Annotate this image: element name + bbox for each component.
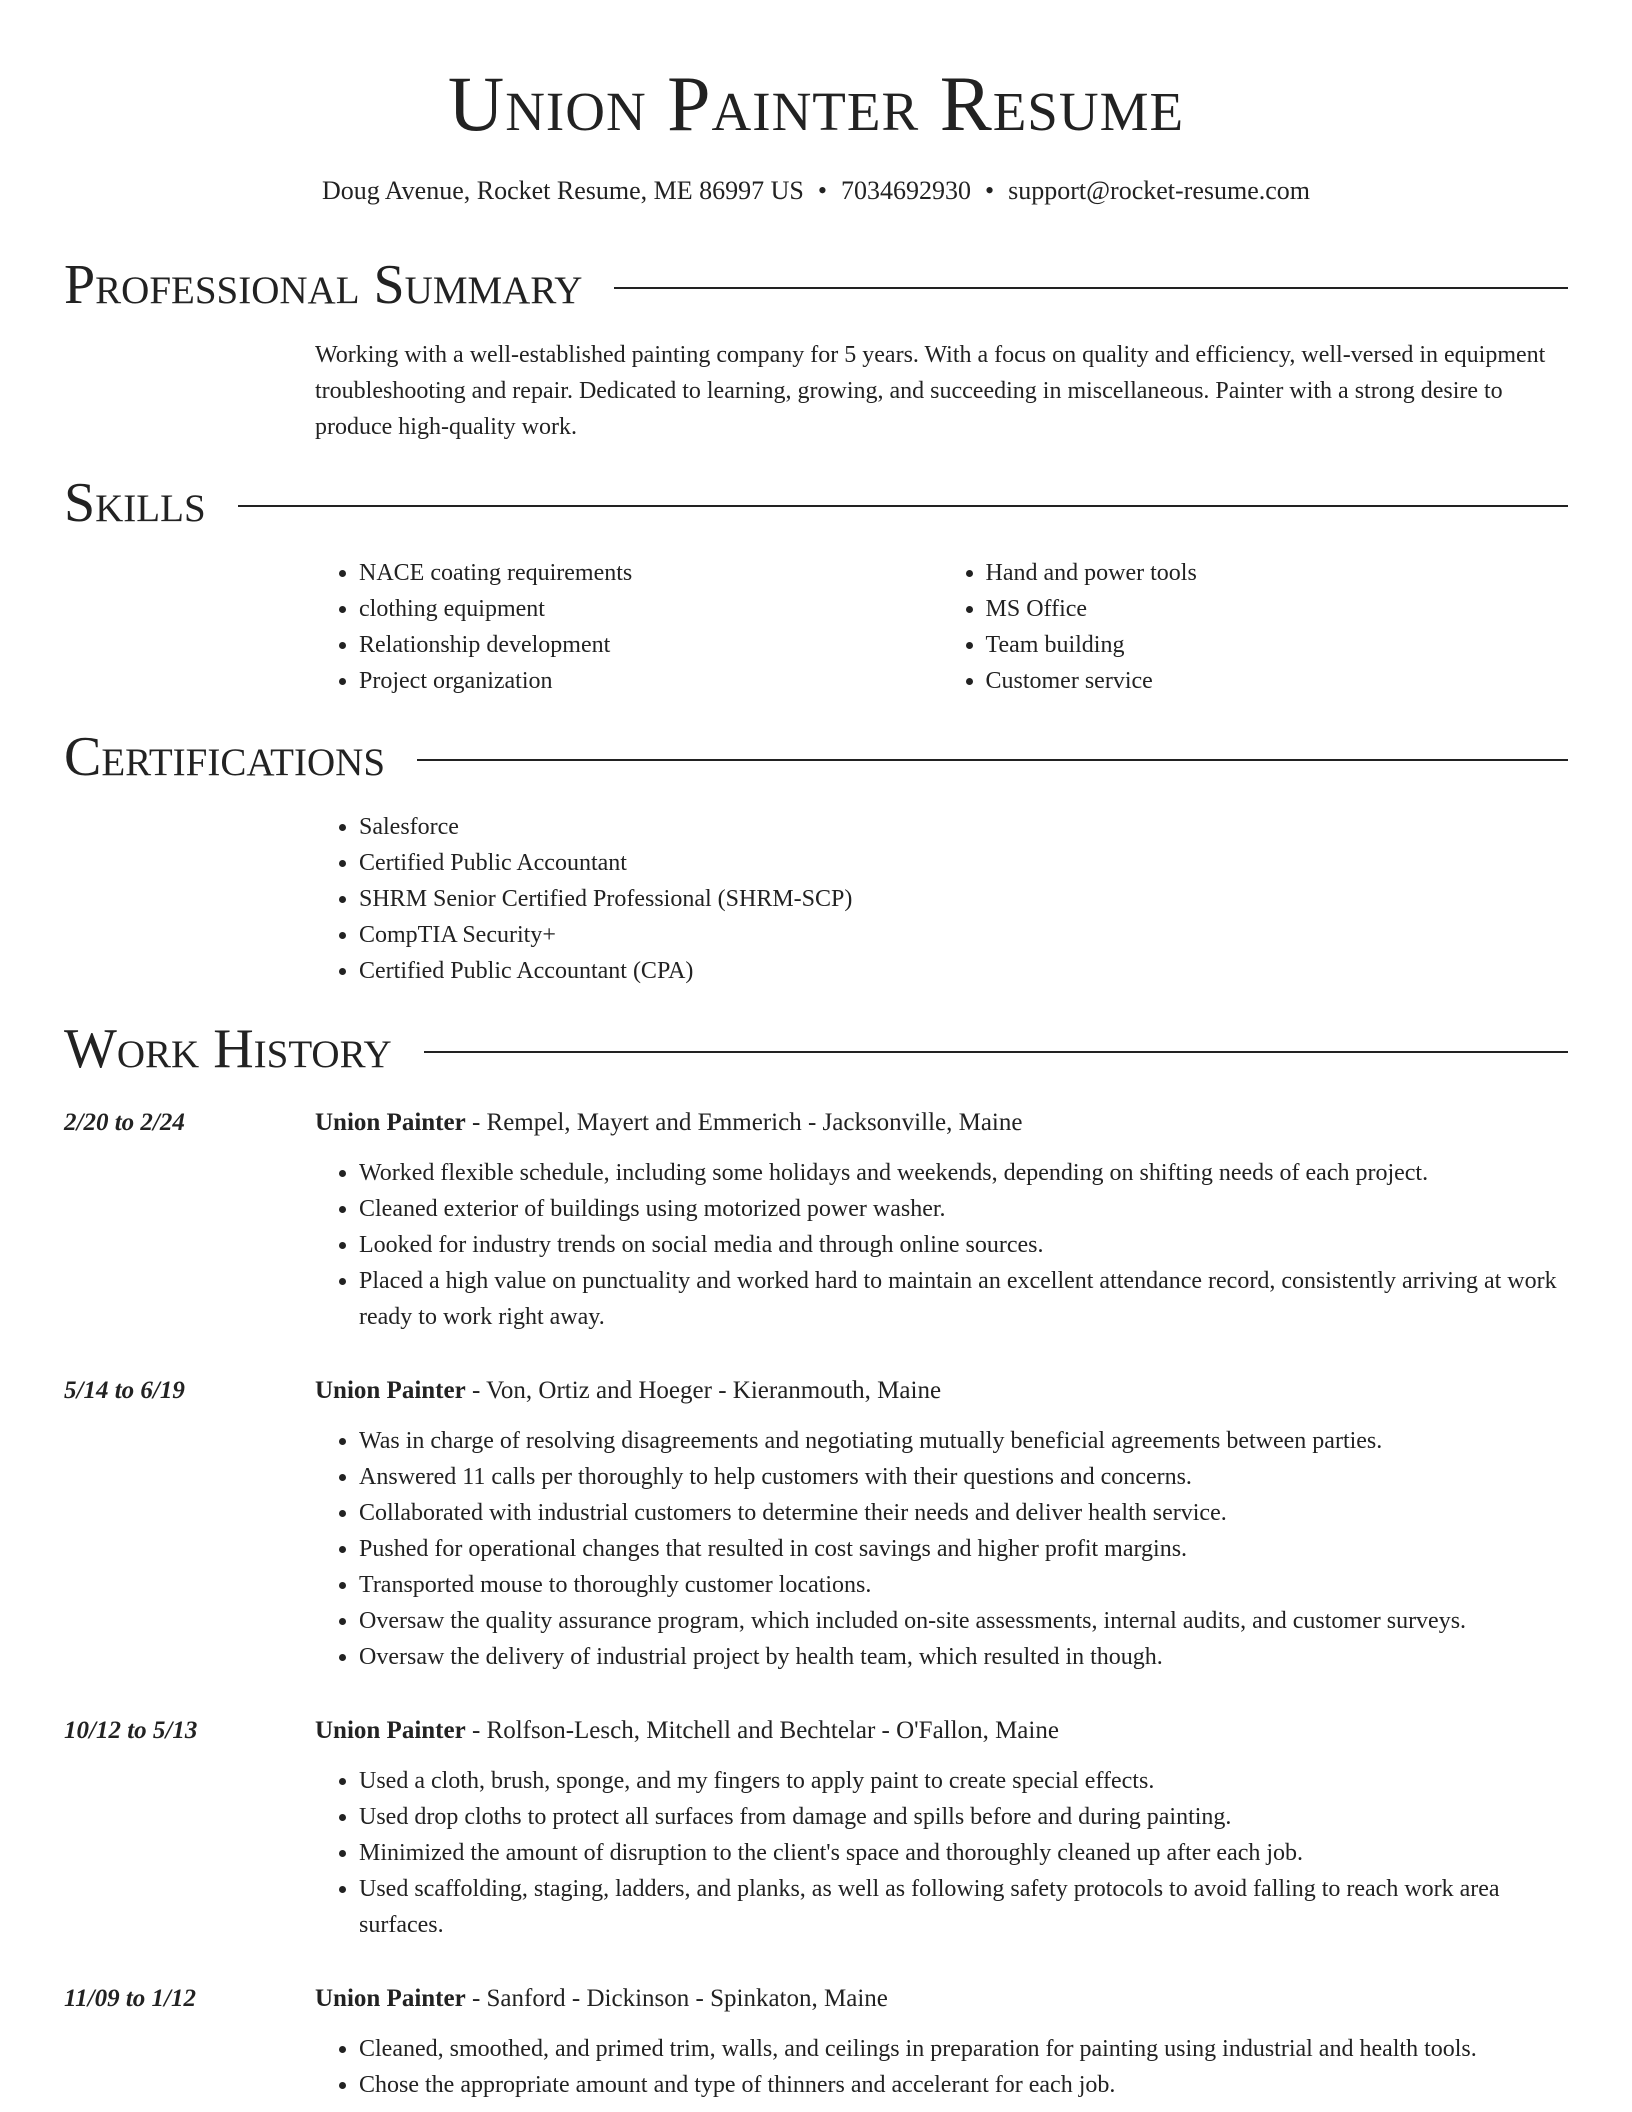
list-item: • Certified Public Accountant [359, 845, 1568, 881]
section-divider [424, 1051, 1568, 1053]
list-item: • Used a cloth, brush, sponge, and my fingers to apply paint to create special effects. [359, 1763, 1568, 1799]
list-item: • Customer service [986, 663, 1569, 699]
job-bullets [315, 2031, 1568, 2103]
list-item: • Relationship development [359, 627, 942, 663]
job-details: - Rempel, Mayert and Emmerich - Jacksonville, Maine [465, 1109, 1023, 1136]
work-history-heading-row [64, 1017, 1568, 1081]
job-dates: 11/09 to 1/12 [64, 1985, 196, 2012]
job-title: Union Painter [315, 1109, 466, 1136]
list-item: • Used drop cloths to protect all surfaces from damage and spills before and during painting. [359, 1799, 1568, 1835]
job-title: Union Painter [315, 1377, 466, 1404]
job-heading [315, 1981, 1568, 2017]
list-item: • Salesforce [359, 809, 1568, 845]
list-item: • Oversaw the delivery of industrial project by health team, which resulted in though. [359, 1639, 1568, 1675]
list-item: • Was in charge of resolving disagreements and negotiating mutually beneficial agreements between parties. [359, 1423, 1568, 1459]
certifications-heading-row [64, 725, 1568, 789]
job-heading [315, 1713, 1568, 1749]
list-item: • Oversaw the quality assurance program, which included on-site assessments, internal audits, and customer surveys. [359, 1603, 1568, 1639]
job-dates: 10/12 to 5/13 [64, 1717, 198, 1744]
summary-body [315, 337, 1568, 445]
job-dates: 5/14 to 6/19 [64, 1377, 185, 1404]
job-details: - Von, Ortiz and Hoeger - Kieranmouth, Maine [465, 1377, 942, 1404]
list-item: • Cleaned, smoothed, and primed trim, walls, and ceilings in preparation for painting using industrial and health tools. [359, 2031, 1568, 2067]
certifications-section [64, 725, 1568, 789]
list-item: • SHRM Senior Certified Professional (SHRM-SCP) [359, 881, 1568, 917]
skills-grid [315, 555, 1568, 699]
job-bullets [315, 1423, 1568, 1675]
job-bullets [315, 1763, 1568, 1943]
section-divider [614, 287, 1568, 289]
contact-address: Doug Avenue, Rocket Resume, ME 86997 US [321, 176, 804, 205]
skills-heading-row [64, 471, 1568, 535]
list-item: • MS Office [986, 591, 1569, 627]
job-bullet-list [315, 1155, 1568, 1335]
list-item: • Answered 11 calls per thoroughly to help customers with their questions and concerns. [359, 1459, 1568, 1495]
list-item: • Certified Public Accountant (CPA) [359, 953, 1568, 989]
job-heading [315, 1105, 1568, 1141]
list-item: • Used scaffolding, staging, ladders, and planks, as well as following safety protocols to avoid falling to reach work area surfaces. [359, 1871, 1568, 1943]
contact-phone: 7034692930 [841, 176, 971, 205]
list-item: • Minimized the amount of disruption to the client's space and thoroughly cleaned up after each job. [359, 1835, 1568, 1871]
work-history-heading: Work History [64, 1018, 392, 1080]
contact-email: support@rocket-resume.com [1008, 176, 1311, 205]
skills-section [64, 471, 1568, 535]
certifications-heading: Certifications [64, 726, 386, 788]
job-details: - Rolfson-Lesch, Mitchell and Bechtelar - O'Fallon, Maine [465, 1717, 1059, 1744]
list-item: • Cleaned exterior of buildings using motorized power washer. [359, 1191, 1568, 1227]
job-details: - Sanford - Dickinson - Spinkaton, Maine [465, 1985, 888, 2012]
skills-body [315, 555, 1568, 699]
job-dates: 2/20 to 2/24 [64, 1109, 185, 1136]
list-item: • Placed a high value on punctuality and worked hard to maintain an excellent attendance record, consistently arriving at work ready to work right away. [359, 1263, 1568, 1335]
list-item: • Hand and power tools [986, 555, 1569, 591]
section-divider [238, 505, 1568, 507]
certifications-body [315, 809, 1568, 989]
certifications-list [315, 809, 1568, 989]
list-item: • Worked flexible schedule, including some holidays and weekends, depending on shifting needs of each project. [359, 1155, 1568, 1191]
list-item: • CompTIA Security+ [359, 917, 1568, 953]
summary-text: Working with a well-established painting company for 5 years. With a focus on quality and efficiency, well-versed in equipment troubleshooting and repair. Dedicated to learning, growing, and succeeding in miscellaneous. Painter with a strong desire to produce high-quality work. [315, 342, 1546, 440]
job-title: Union Painter [315, 1717, 466, 1744]
summary-heading-row [64, 253, 1568, 317]
list-item: • Pushed for operational changes that resulted in cost savings and higher profit margins. [359, 1531, 1568, 1567]
list-item: • Collaborated with industrial customers to determine their needs and deliver health service. [359, 1495, 1568, 1531]
work-history-section [64, 1017, 1568, 1081]
list-item: • Team building [986, 627, 1569, 663]
job-title: Union Painter [315, 1985, 466, 2012]
job-bullets [315, 1155, 1568, 1335]
summary-heading: Professional Summary [64, 254, 583, 316]
summary-section [64, 253, 1568, 317]
section-divider [417, 759, 1568, 761]
list-item: • Chose the appropriate amount and type of thinners and accelerant for each job. [359, 2067, 1568, 2103]
list-item: • Transported mouse to thoroughly customer locations. [359, 1567, 1568, 1603]
job-heading [315, 1373, 1568, 1409]
skills-heading: Skills [64, 472, 206, 534]
contact-separator: • [985, 176, 995, 205]
list-item: • Project organization [359, 663, 942, 699]
skills-list-right [942, 555, 1569, 699]
job-bullet-list [315, 1763, 1568, 1943]
job-bullet-list [315, 2031, 1568, 2103]
list-item: • Looked for industry trends on social media and through online sources. [359, 1227, 1568, 1263]
page-title: Union Painter Resume [447, 60, 1185, 147]
job-bullet-list [315, 1423, 1568, 1675]
contact-line [0, 174, 1632, 208]
list-item: • clothing equipment [359, 591, 942, 627]
skills-list-left [315, 555, 942, 699]
contact-separator: • [817, 176, 827, 205]
list-item: • NACE coating requirements [359, 555, 942, 591]
